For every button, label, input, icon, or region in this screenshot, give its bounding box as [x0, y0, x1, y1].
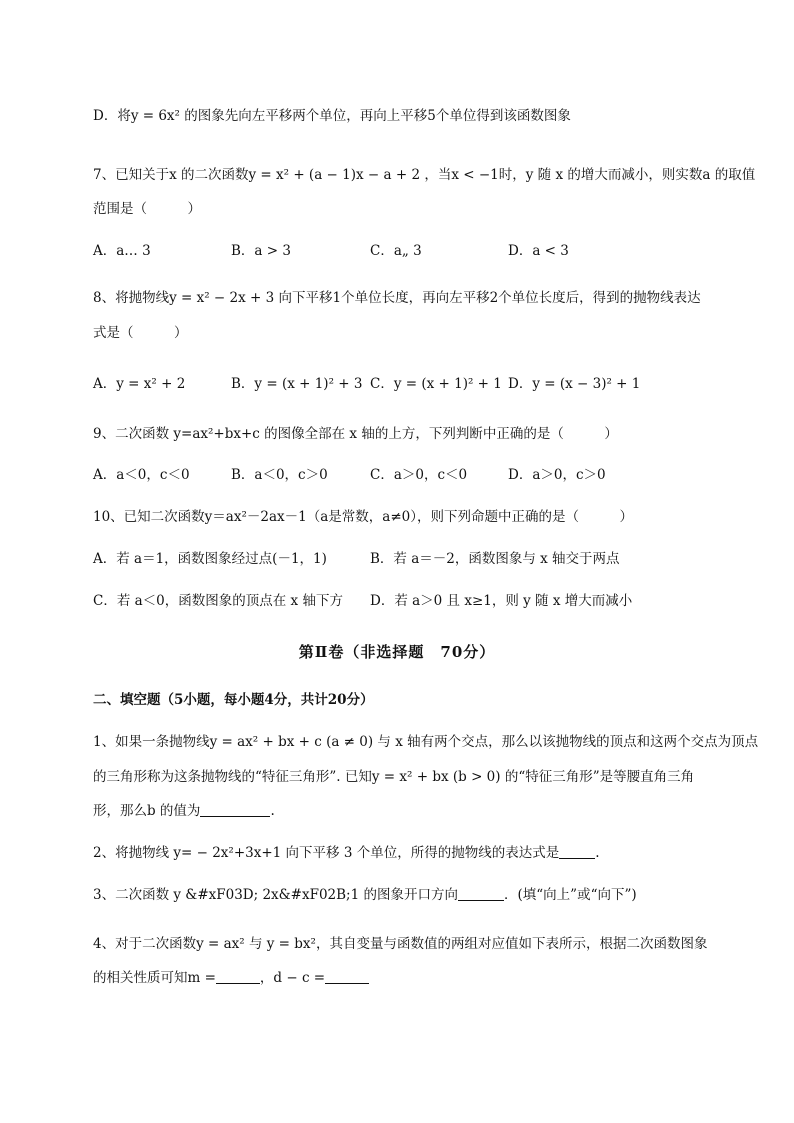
- q8-option-a: A．y = x² + 2: [93, 376, 186, 392]
- f2-line1: [93, 843, 600, 863]
- q7-stem-line1: 7、已知关于x 的二次函数y = x² + (a − 1)x − a + 2 ，当x < −1时，y 随 x 的增大而减小，则实数a 的取值: [93, 167, 756, 183]
- q10-option-a: A．若 a＝1，函数图象经过点(－1，1): [93, 551, 327, 567]
- q7-option-d: D．a < 3: [508, 243, 569, 259]
- f2-text: 2、将抛物线 y= − 2x²+3x+1 向下平移 3 个单位，所得的抛物线的表达式是: [93, 845, 560, 861]
- q6-option-d: D．将y = 6x² 的图象先向左平移两个单位，再向上平移5个单位得到该函数图象: [93, 108, 571, 124]
- f1-answer-blank[interactable]: [200, 802, 270, 817]
- fill-in-section-title: 二、填空题（5小题，每小题4分，共计20分）: [93, 692, 374, 708]
- q8-stem-line1: 8、将抛物线y = x² − 2x + 3 向下平移1个单位长度，再向左平移2个单位长度后，得到的抛物线表达: [93, 290, 701, 306]
- f2-answer-blank[interactable]: [559, 844, 595, 859]
- f4-line2-mid: ，d − c =: [259, 970, 326, 986]
- f4-line2: [93, 968, 369, 988]
- q9-stem: 9、二次函数 y=ax²+bx+c 的图像全部在 x 轴的上方，下列判断中正确的是（ ）: [93, 426, 618, 442]
- f4-line1: 4、对于二次函数y = ax² 与 y = bx²，其自变量与函数值的两组对应值如下表所示，根据二次函数图象: [93, 936, 708, 952]
- q10-option-b: B．若 a＝－2，函数图象与 x 轴交于两点: [370, 551, 620, 567]
- q10-option-c: C．若 a＜0，函数图象的顶点在 x 轴下方: [93, 593, 343, 609]
- q9-option-a: A．a＜0，c＜0: [93, 467, 190, 483]
- f3-text: 3、二次函数 y &#xF03D; 2x&#xF02B;1 的图象开口方向: [93, 887, 458, 903]
- f4-answer-blank-dc[interactable]: [325, 969, 369, 984]
- f1-line2: 的三角形称为这条抛物线的“特征三角形”. 已知y = x² + bx (b > 0) 的“特征三角形”是等腰直角三角: [93, 769, 695, 785]
- f1-period: .: [270, 803, 275, 819]
- q9-option-d: D．a＞0，c＞0: [508, 467, 606, 483]
- q7-option-c: C．a„ 3: [370, 243, 422, 259]
- f1-line3: [93, 801, 275, 821]
- q7-option-a: A．a… 3: [93, 243, 151, 259]
- q9-option-b: B．a＜0，c＞0: [231, 467, 328, 483]
- q7-option-b: B．a > 3: [231, 243, 291, 259]
- f1-line3-text: 形，那么b 的值为: [93, 803, 201, 819]
- f3-line1: [93, 885, 637, 905]
- f2-period: .: [595, 845, 600, 861]
- q8-option-d: D．y = (x − 3)² + 1: [508, 376, 641, 392]
- q9-option-c: C．a＞0，c＜0: [370, 467, 468, 483]
- q7-stem-line2: 范围是（ ）: [93, 201, 201, 217]
- q10-stem: 10、已知二次函数y＝ax²－2ax－1（a是常数，a≠0），则下列命题中正确的是（ ）: [93, 509, 633, 525]
- f4-line2-text: 的相关性质可知m =: [93, 970, 216, 986]
- f3-answer-blank[interactable]: [458, 886, 504, 901]
- q8-stem-line2: 式是（ ）: [93, 325, 188, 341]
- f4-answer-blank-m[interactable]: [216, 969, 260, 984]
- f3-tail: ．(填“向上”或“向下”): [504, 887, 637, 903]
- q10-option-d: D．若 a＞0 且 x≥1，则 y 随 x 增大而减小: [370, 593, 633, 609]
- part-two-title: 第Ⅱ卷（非选择题 70分）: [298, 643, 496, 661]
- q8-option-b: B．y = (x + 1)² + 3: [231, 376, 363, 392]
- f1-line1: 1、如果一条抛物线y = ax² + bx + c (a ≠ 0) 与 x 轴有两个交点，那么以该抛物线的顶点和这两个交点为顶点: [93, 734, 759, 750]
- q8-option-c: C．y = (x + 1)² + 1: [370, 376, 502, 392]
